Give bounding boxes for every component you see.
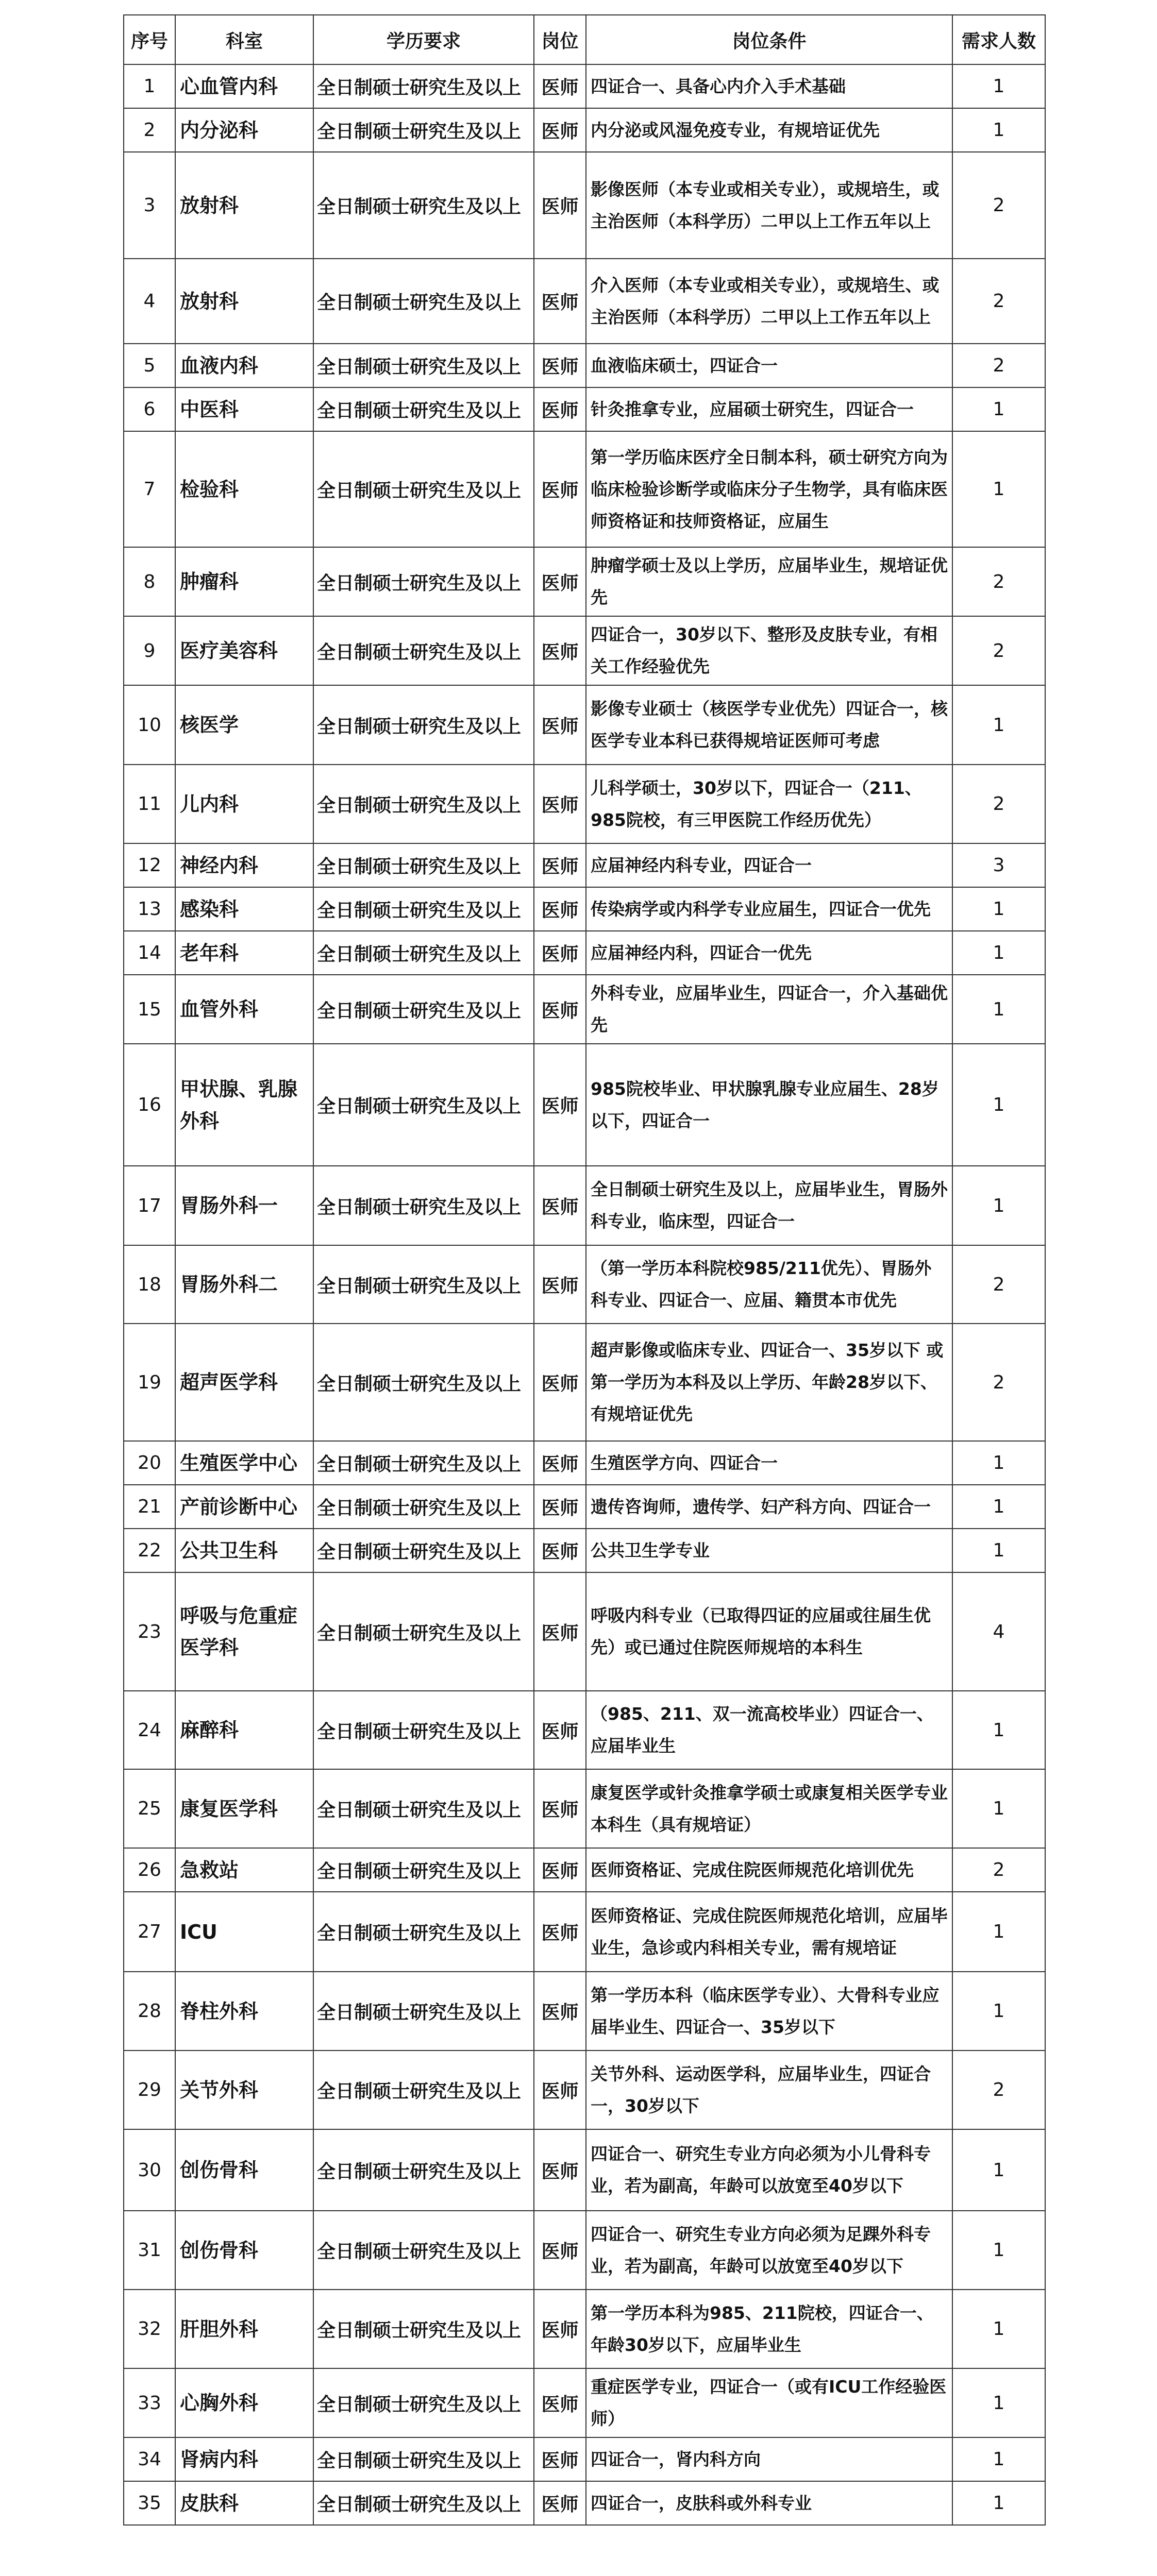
table-row <box>124 152 1045 259</box>
headcount-cell: 1 <box>952 1892 1045 1972</box>
education-cell: 全日制硕士研究生及以上 <box>313 765 534 843</box>
education-cell: 全日制硕士研究生及以上 <box>313 1848 534 1892</box>
conditions-cell: 影像医师（本专业或相关专业），或规培生，或主治医师（本科学历）二甲以上工作五年以上 <box>586 152 952 259</box>
table-row <box>124 344 1045 387</box>
conditions-cell: 生殖医学方向、四证合一 <box>586 1441 952 1485</box>
department-cell: 肿瘤科 <box>175 547 313 616</box>
table-row <box>124 931 1045 975</box>
table-row <box>124 1044 1045 1166</box>
row-number: 20 <box>124 1441 175 1485</box>
headcount-cell: 1 <box>952 1441 1045 1485</box>
row-number: 10 <box>124 685 175 765</box>
education-cell: 全日制硕士研究生及以上 <box>313 1441 534 1485</box>
education-cell: 全日制硕士研究生及以上 <box>313 1691 534 1769</box>
conditions-cell: 医师资格证、完成住院医师规范化培训优先 <box>586 1848 952 1892</box>
department-cell: 关节外科 <box>175 2050 313 2129</box>
row-number: 11 <box>124 765 175 843</box>
table-row <box>124 2211 1045 2290</box>
headcount-cell: 3 <box>952 843 1045 887</box>
position-cell: 医师 <box>534 64 586 108</box>
position-cell: 医师 <box>534 2290 586 2368</box>
conditions-cell: 四证合一、研究生专业方向必须为小儿骨科专业，若为副高，年龄可以放宽至40岁以下 <box>586 2129 952 2211</box>
education-cell: 全日制硕士研究生及以上 <box>313 2129 534 2211</box>
department-cell: ICU <box>175 1892 313 1972</box>
header-no: 序号 <box>124 15 175 64</box>
headcount-cell: 1 <box>952 64 1045 108</box>
position-cell: 医师 <box>534 2437 586 2481</box>
row-number: 35 <box>124 2481 175 2525</box>
row-number: 5 <box>124 344 175 387</box>
conditions-cell: 第一学历临床医疗全日制本科，硕士研究方向为临床检验诊断学或临床分子生物学，具有临床医师资格证和技师资格证，应届生 <box>586 431 952 547</box>
department-cell: 胃肠外科一 <box>175 1166 313 1245</box>
education-cell: 全日制硕士研究生及以上 <box>313 616 534 685</box>
headcount-cell: 2 <box>952 1324 1045 1441</box>
department-cell: 检验科 <box>175 431 313 547</box>
position-cell: 医师 <box>534 108 586 152</box>
row-number: 21 <box>124 1485 175 1529</box>
conditions-cell: 内分泌或风湿免疫专业，有规培证优先 <box>586 108 952 152</box>
education-cell: 全日制硕士研究生及以上 <box>313 1166 534 1245</box>
position-cell: 医师 <box>534 344 586 387</box>
department-cell: 皮肤科 <box>175 2481 313 2525</box>
department-cell: 脊柱外科 <box>175 1972 313 2050</box>
headcount-cell: 1 <box>952 887 1045 931</box>
row-number: 9 <box>124 616 175 685</box>
conditions-cell: 遗传咨询师，遗传学、妇产科方向、四证合一 <box>586 1485 952 1529</box>
education-cell: 全日制硕士研究生及以上 <box>313 152 534 259</box>
position-cell: 医师 <box>534 1441 586 1485</box>
position-cell: 医师 <box>534 2368 586 2437</box>
table-row <box>124 431 1045 547</box>
education-cell: 全日制硕士研究生及以上 <box>313 344 534 387</box>
headcount-cell: 1 <box>952 931 1045 975</box>
row-number: 13 <box>124 887 175 931</box>
row-number: 28 <box>124 1972 175 2050</box>
headcount-cell: 2 <box>952 1848 1045 1892</box>
headcount-cell: 2 <box>952 2050 1045 2129</box>
education-cell: 全日制硕士研究生及以上 <box>313 685 534 765</box>
conditions-cell: 应届神经内科专业，四证合一 <box>586 843 952 887</box>
conditions-cell: 四证合一，30岁以下、整形及皮肤专业，有相关工作经验优先 <box>586 616 952 685</box>
headcount-cell: 1 <box>952 2211 1045 2290</box>
table-row <box>124 616 1045 685</box>
row-number: 22 <box>124 1529 175 1572</box>
headcount-cell: 2 <box>952 616 1045 685</box>
headcount-cell: 1 <box>952 1691 1045 1769</box>
table-row <box>124 1485 1045 1529</box>
department-cell: 产前诊断中心 <box>175 1485 313 1529</box>
conditions-cell: 医师资格证、完成住院医师规范化培训，应届毕业生，急诊或内科相关专业，需有规培证 <box>586 1892 952 1972</box>
row-number: 26 <box>124 1848 175 1892</box>
department-cell: 感染科 <box>175 887 313 931</box>
position-cell: 医师 <box>534 259 586 344</box>
position-cell: 医师 <box>534 931 586 975</box>
education-cell: 全日制硕士研究生及以上 <box>313 431 534 547</box>
table-row <box>124 547 1045 616</box>
headcount-cell: 1 <box>952 1769 1045 1848</box>
position-cell: 医师 <box>534 616 586 685</box>
department-cell: 老年科 <box>175 931 313 975</box>
row-number: 7 <box>124 431 175 547</box>
conditions-cell: 关节外科、运动医学科，应届毕业生，四证合一，30岁以下 <box>586 2050 952 2129</box>
headcount-cell: 1 <box>952 387 1045 431</box>
education-cell: 全日制硕士研究生及以上 <box>313 2290 534 2368</box>
row-number: 16 <box>124 1044 175 1166</box>
table-row <box>124 64 1045 108</box>
conditions-cell: 全日制硕士研究生及以上，应届毕业生，胃肠外科专业，临床型，四证合一 <box>586 1166 952 1245</box>
table-row <box>124 1892 1045 1972</box>
conditions-cell: 介入医师（本专业或相关专业），或规培生、或主治医师（本科学历）二甲以上工作五年以上 <box>586 259 952 344</box>
headcount-cell: 1 <box>952 2368 1045 2437</box>
table-row <box>124 1245 1045 1324</box>
department-cell: 公共卫生科 <box>175 1529 313 1572</box>
education-cell: 全日制硕士研究生及以上 <box>313 1044 534 1166</box>
headcount-cell: 1 <box>952 1166 1045 1245</box>
table-header-row <box>124 15 1045 64</box>
conditions-cell: 外科专业，应届毕业生，四证合一，介入基础优先 <box>586 975 952 1044</box>
department-cell: 创伤骨科 <box>175 2129 313 2211</box>
table-row <box>124 108 1045 152</box>
conditions-cell: 四证合一，肾内科方向 <box>586 2437 952 2481</box>
department-cell: 心血管内科 <box>175 64 313 108</box>
headcount-cell: 2 <box>952 152 1045 259</box>
education-cell: 全日制硕士研究生及以上 <box>313 2050 534 2129</box>
position-cell: 医师 <box>534 1572 586 1691</box>
position-cell: 医师 <box>534 1529 586 1572</box>
department-cell: 医疗美容科 <box>175 616 313 685</box>
education-cell: 全日制硕士研究生及以上 <box>313 2211 534 2290</box>
department-cell: 放射科 <box>175 152 313 259</box>
row-number: 33 <box>124 2368 175 2437</box>
position-cell: 医师 <box>534 547 586 616</box>
headcount-cell: 1 <box>952 1972 1045 2050</box>
education-cell: 全日制硕士研究生及以上 <box>313 1972 534 2050</box>
department-cell: 超声医学科 <box>175 1324 313 1441</box>
row-number: 8 <box>124 547 175 616</box>
conditions-cell: 超声影像或临床专业、四证合一、35岁以下 或 第一学历为本科及以上学历、年龄28岁以下、有规培证优先 <box>586 1324 952 1441</box>
row-number: 27 <box>124 1892 175 1972</box>
education-cell: 全日制硕士研究生及以上 <box>313 931 534 975</box>
row-number: 1 <box>124 64 175 108</box>
conditions-cell: 第一学历本科（临床医学专业）、大骨科专业应届毕业生、四证合一、35岁以下 <box>586 1972 952 2050</box>
conditions-cell: 985院校毕业、甲状腺乳腺专业应届生、28岁以下，四证合一 <box>586 1044 952 1166</box>
headcount-cell: 1 <box>952 108 1045 152</box>
conditions-cell: 儿科学硕士，30岁以下，四证合一（211、985院校，有三甲医院工作经历优先） <box>586 765 952 843</box>
education-cell: 全日制硕士研究生及以上 <box>313 2437 534 2481</box>
position-cell: 医师 <box>534 1324 586 1441</box>
conditions-cell: 传染病学或内科学专业应届生，四证合一优先 <box>586 887 952 931</box>
conditions-cell: 应届神经内科，四证合一优先 <box>586 931 952 975</box>
headcount-cell: 1 <box>952 2129 1045 2211</box>
department-cell: 核医学 <box>175 685 313 765</box>
position-cell: 医师 <box>534 1848 586 1892</box>
position-cell: 医师 <box>534 1691 586 1769</box>
conditions-cell: 四证合一、研究生专业方向必须为足踝外科专业，若为副高，年龄可以放宽至40岁以下 <box>586 2211 952 2290</box>
department-cell: 血管外科 <box>175 975 313 1044</box>
education-cell: 全日制硕士研究生及以上 <box>313 387 534 431</box>
position-cell: 医师 <box>534 387 586 431</box>
department-cell: 内分泌科 <box>175 108 313 152</box>
table-row <box>124 2481 1045 2525</box>
header-count: 需求人数 <box>952 15 1045 64</box>
row-number: 29 <box>124 2050 175 2129</box>
headcount-cell: 1 <box>952 1044 1045 1166</box>
conditions-cell: 血液临床硕士，四证合一 <box>586 344 952 387</box>
position-cell: 医师 <box>534 1769 586 1848</box>
headcount-cell: 1 <box>952 2481 1045 2525</box>
row-number: 6 <box>124 387 175 431</box>
conditions-cell: 肿瘤学硕士及以上学历，应届毕业生，规培证优先 <box>586 547 952 616</box>
headcount-cell: 1 <box>952 431 1045 547</box>
header-cond: 岗位条件 <box>586 15 952 64</box>
education-cell: 全日制硕士研究生及以上 <box>313 1485 534 1529</box>
header-pos: 岗位 <box>534 15 586 64</box>
position-cell: 医师 <box>534 1044 586 1166</box>
row-number: 18 <box>124 1245 175 1324</box>
row-number: 24 <box>124 1691 175 1769</box>
row-number: 32 <box>124 2290 175 2368</box>
conditions-cell: 公共卫生学专业 <box>586 1529 952 1572</box>
position-cell: 医师 <box>534 431 586 547</box>
education-cell: 全日制硕士研究生及以上 <box>313 1324 534 1441</box>
row-number: 31 <box>124 2211 175 2290</box>
table-row <box>124 387 1045 431</box>
department-cell: 放射科 <box>175 259 313 344</box>
table-row <box>124 2437 1045 2481</box>
table-row <box>124 2050 1045 2129</box>
headcount-cell: 2 <box>952 1245 1045 1324</box>
conditions-cell: 影像专业硕士（核医学专业优先）四证合一，核医学专业本科已获得规培证医师可考虑 <box>586 685 952 765</box>
headcount-cell: 2 <box>952 765 1045 843</box>
education-cell: 全日制硕士研究生及以上 <box>313 2368 534 2437</box>
conditions-cell: 第一学历本科为985、211院校，四证合一、年龄30岁以下，应届毕业生 <box>586 2290 952 2368</box>
department-cell: 生殖医学中心 <box>175 1441 313 1485</box>
department-cell: 甲状腺、乳腺外科 <box>175 1044 313 1166</box>
headcount-cell: 1 <box>952 685 1045 765</box>
row-number: 34 <box>124 2437 175 2481</box>
education-cell: 全日制硕士研究生及以上 <box>313 887 534 931</box>
conditions-cell: 重症医学专业，四证合一（或有ICU工作经验医师） <box>586 2368 952 2437</box>
table-row <box>124 887 1045 931</box>
row-number: 3 <box>124 152 175 259</box>
row-number: 12 <box>124 843 175 887</box>
conditions-cell: （第一学历本科院校985/211优先）、胃肠外科专业、四证合一、应届、籍贯本市优先 <box>586 1245 952 1324</box>
education-cell: 全日制硕士研究生及以上 <box>313 1892 534 1972</box>
table-body <box>124 64 1045 2525</box>
conditions-cell: 四证合一、具备心内介入手术基础 <box>586 64 952 108</box>
table-row <box>124 765 1045 843</box>
education-cell: 全日制硕士研究生及以上 <box>313 64 534 108</box>
row-number: 19 <box>124 1324 175 1441</box>
department-cell: 麻醉科 <box>175 1691 313 1769</box>
table-row <box>124 259 1045 344</box>
row-number: 4 <box>124 259 175 344</box>
position-cell: 医师 <box>534 685 586 765</box>
row-number: 15 <box>124 975 175 1044</box>
position-cell: 医师 <box>534 765 586 843</box>
education-cell: 全日制硕士研究生及以上 <box>313 1769 534 1848</box>
table-row <box>124 1441 1045 1485</box>
education-cell: 全日制硕士研究生及以上 <box>313 2481 534 2525</box>
table-row <box>124 1691 1045 1769</box>
education-cell: 全日制硕士研究生及以上 <box>313 108 534 152</box>
education-cell: 全日制硕士研究生及以上 <box>313 1529 534 1572</box>
position-cell: 医师 <box>534 1485 586 1529</box>
row-number: 25 <box>124 1769 175 1848</box>
headcount-cell: 4 <box>952 1572 1045 1691</box>
row-number: 2 <box>124 108 175 152</box>
row-number: 17 <box>124 1166 175 1245</box>
education-cell: 全日制硕士研究生及以上 <box>313 975 534 1044</box>
table-row <box>124 843 1045 887</box>
education-cell: 全日制硕士研究生及以上 <box>313 843 534 887</box>
headcount-cell: 2 <box>952 344 1045 387</box>
position-cell: 医师 <box>534 1972 586 2050</box>
row-number: 14 <box>124 931 175 975</box>
department-cell: 心胸外科 <box>175 2368 313 2437</box>
department-cell: 康复医学科 <box>175 1769 313 1848</box>
table-row <box>124 1572 1045 1691</box>
education-cell: 全日制硕士研究生及以上 <box>313 259 534 344</box>
table-row <box>124 2368 1045 2437</box>
department-cell: 呼吸与危重症医学科 <box>175 1572 313 1691</box>
position-cell: 医师 <box>534 2050 586 2129</box>
conditions-cell: 呼吸内科专业（已取得四证的应届或往届生优先）或已通过住院医师规培的本科生 <box>586 1572 952 1691</box>
table-row <box>124 975 1045 1044</box>
conditions-cell: 康复医学或针灸推拿学硕士或康复相关医学专业本科生（具有规培证） <box>586 1769 952 1848</box>
position-cell: 医师 <box>534 2481 586 2525</box>
row-number: 23 <box>124 1572 175 1691</box>
education-cell: 全日制硕士研究生及以上 <box>313 1245 534 1324</box>
department-cell: 创伤骨科 <box>175 2211 313 2290</box>
department-cell: 神经内科 <box>175 843 313 887</box>
header-edu: 学历要求 <box>313 15 534 64</box>
table-row <box>124 1848 1045 1892</box>
position-cell: 医师 <box>534 887 586 931</box>
department-cell: 胃肠外科二 <box>175 1245 313 1324</box>
position-cell: 医师 <box>534 1892 586 1972</box>
department-cell: 中医科 <box>175 387 313 431</box>
conditions-cell: 针灸推拿专业，应届硕士研究生，四证合一 <box>586 387 952 431</box>
position-cell: 医师 <box>534 2211 586 2290</box>
table-row <box>124 1324 1045 1441</box>
conditions-cell: 四证合一，皮肤科或外科专业 <box>586 2481 952 2525</box>
table-row <box>124 1769 1045 1848</box>
headcount-cell: 2 <box>952 547 1045 616</box>
conditions-cell: （985、211、双一流高校毕业）四证合一、应届毕业生 <box>586 1691 952 1769</box>
headcount-cell: 2 <box>952 259 1045 344</box>
table-row <box>124 1972 1045 2050</box>
row-number: 30 <box>124 2129 175 2211</box>
headcount-cell: 1 <box>952 1529 1045 1572</box>
recruitment-table <box>123 14 1046 2526</box>
department-cell: 肝胆外科 <box>175 2290 313 2368</box>
department-cell: 儿内科 <box>175 765 313 843</box>
table-row <box>124 2129 1045 2211</box>
header-dept: 科室 <box>175 15 313 64</box>
education-cell: 全日制硕士研究生及以上 <box>313 1572 534 1691</box>
table-row <box>124 2290 1045 2368</box>
headcount-cell: 1 <box>952 2290 1045 2368</box>
position-cell: 医师 <box>534 1245 586 1324</box>
headcount-cell: 1 <box>952 1485 1045 1529</box>
department-cell: 急救站 <box>175 1848 313 1892</box>
table-row <box>124 1529 1045 1572</box>
position-cell: 医师 <box>534 152 586 259</box>
position-cell: 医师 <box>534 2129 586 2211</box>
department-cell: 血液内科 <box>175 344 313 387</box>
headcount-cell: 1 <box>952 2437 1045 2481</box>
table-row <box>124 1166 1045 1245</box>
education-cell: 全日制硕士研究生及以上 <box>313 547 534 616</box>
table-row <box>124 685 1045 765</box>
position-cell: 医师 <box>534 843 586 887</box>
department-cell: 肾病内科 <box>175 2437 313 2481</box>
position-cell: 医师 <box>534 1166 586 1245</box>
headcount-cell: 1 <box>952 975 1045 1044</box>
position-cell: 医师 <box>534 975 586 1044</box>
